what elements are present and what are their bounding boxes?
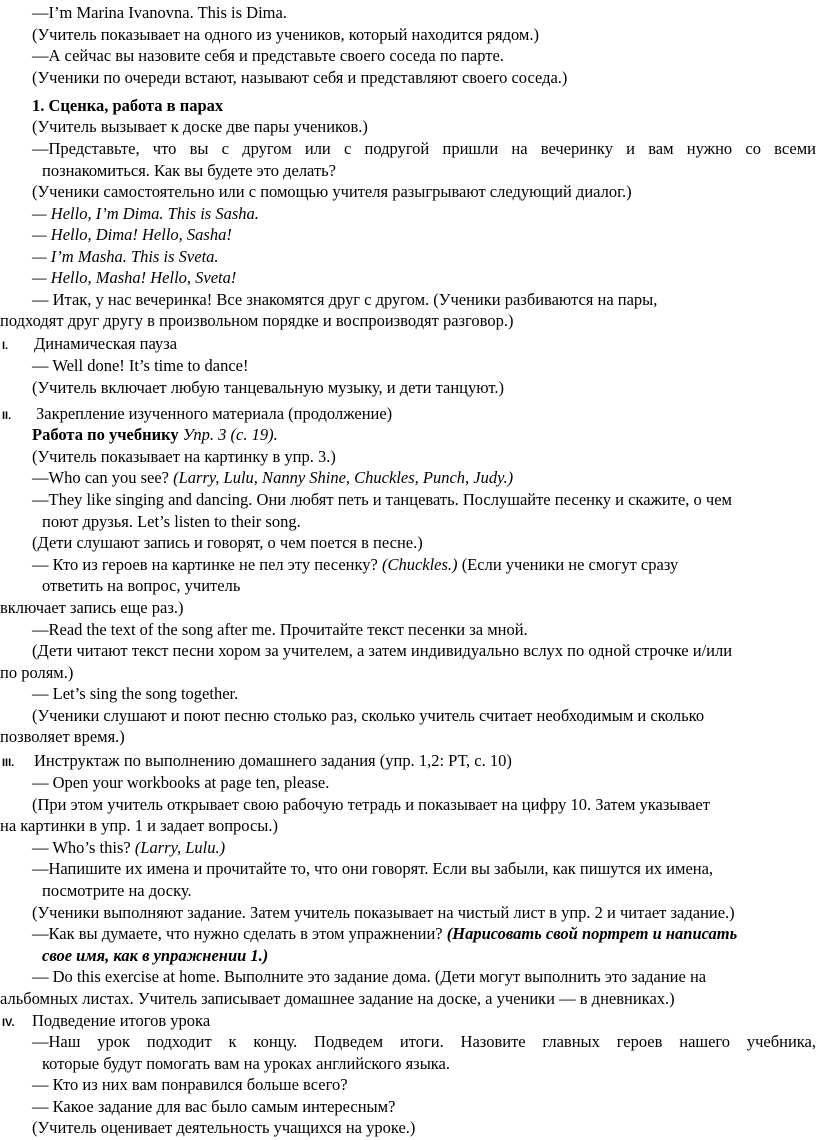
- text-line: — Итак, у нас вечеринка! Все знакомятся друг с другом. (Ученики разбиваются на пары,: [32, 290, 658, 309]
- section-heading: Инструктаж по выполнению домашнего задания (упр. 1,2: РТ, с. 10): [34, 751, 512, 770]
- text-line: по ролям.): [0, 663, 74, 682]
- section-heading: Динамическая пауза: [34, 334, 178, 353]
- text-line: (Учитель оценивает деятельность учащихся на уроке.): [32, 1118, 416, 1137]
- text-line: — Do this exercise at home. Выполните это задание дома. (Дети могут выполнить это задание на: [32, 967, 707, 986]
- text-line: которые будут помогать вам на уроках английского языка.: [42, 1054, 451, 1073]
- section-number: II.: [2, 410, 12, 422]
- text-line: включает запись еще раз.): [0, 598, 184, 617]
- text-line: — Well done! It’s time to dance!: [32, 356, 249, 375]
- text-line: (Дети читают текст песни хором за учителем, а затем индивидуально вслух по одной строчке и/или: [32, 641, 733, 660]
- text-line: (Ученики слушают и поют песню столько раз, сколько учитель считает необходимым и сколько: [32, 706, 705, 725]
- text-line: —Представьте, что вы с другом или с подругой пришли на вечеринку и вам нужно со всеми: [32, 139, 816, 158]
- text-line: (Дети слушают запись и говорят, о чем поется в песне.): [32, 533, 423, 552]
- text-span: (Если ученики не смогут сразу: [457, 555, 679, 574]
- text-line: — Let’s sing the song together.: [32, 684, 239, 703]
- text-line: (Учитель включает любую танцевальную музыку, и дети танцуют.): [32, 378, 504, 397]
- text-line: (Ученики самостоятельно или с помощью учителя разыгрывают следующий диалог.): [32, 182, 632, 201]
- text-line: [0, 554, 816, 575]
- text-line: поют друзья. Let’s listen to their song.: [42, 512, 301, 531]
- text-span: —Who can you see?: [32, 468, 174, 487]
- text-line: —Read the text of the song after me. Прочитайте текст песенки за мной.: [32, 620, 528, 639]
- section-heading: Подведение итогов урока: [32, 1011, 211, 1030]
- text-line: на картинки в упр. 1 и задает вопросы.): [0, 816, 278, 835]
- text-line: — Какое задание для вас было самым интересным?: [32, 1097, 396, 1116]
- text-line: подходят друг другу в произвольном порядке и воспроизводят разговор.): [0, 311, 514, 330]
- section-heading: Закрепление изученного материала (продолжение): [36, 404, 393, 423]
- text-span: — Кто из героев на картинке не пел эту песенку?: [32, 555, 382, 574]
- text-line: —Наш урок подходит к концу. Подведем итоги. Назовите главных героев нашего учебника,: [32, 1032, 816, 1051]
- text-line: познакомиться. Как вы будете это делать?: [42, 161, 337, 180]
- text-line: ответить на вопрос, учитель: [42, 576, 241, 595]
- section-number: III.: [2, 757, 15, 769]
- dialogue-line: — I’m Masha. This is Sveta.: [32, 247, 219, 266]
- text-span: — Who’s this?: [32, 838, 135, 857]
- text-line: (Ученики выполняют задание. Затем учитель показывает на чистый лист в упр. 2 и читает задание.): [32, 903, 735, 922]
- text-line: [0, 467, 816, 488]
- text-line: альбомных листах. Учитель записывает домашнее задание на доске, а ученики — в дневниках.): [0, 989, 675, 1008]
- text-line: — Кто из них вам понравился больше всего?: [32, 1075, 348, 1094]
- text-line: —Напишите их имена и прочитайте то, что они говорят. Если вы забыли, как пишутся их имена,: [32, 859, 714, 878]
- text-line: (Учитель показывает на одного из учеников, который находится рядом.): [32, 25, 539, 44]
- text-span: —Как вы думаете, что нужно сделать в этом упражнении?: [32, 924, 447, 943]
- answer-span: (Larry, Lulu.): [134, 838, 226, 857]
- text-line: —А сейчас вы назовите себя и представьте своего соседа по парте.: [32, 46, 504, 65]
- text-line: [0, 424, 816, 445]
- dialogue-line: — Hello, Masha! Hello, Sveta!: [32, 268, 237, 287]
- text-line: (Учитель вызывает к доске две пары учеников.): [32, 117, 368, 136]
- section-number: I.: [2, 340, 9, 352]
- answer-span: (Larry, Lulu, Nanny Shine, Chuckles, Punch, Judy.): [173, 468, 514, 487]
- text-line: (Учитель показывает на картинку в упр. 3.): [32, 447, 336, 466]
- text-line: посмотрите на доску.: [42, 881, 192, 900]
- section-heading: 1. Сценка, работа в парах: [32, 96, 224, 115]
- text-line: позволяет время.): [0, 727, 125, 746]
- textbook-label: Работа по учебнику: [32, 425, 179, 444]
- text-line: — Open your workbooks at page ten, please.: [32, 773, 330, 792]
- answer-span: (Нарисовать свой портрет и написать: [446, 924, 738, 943]
- section-number: IV.: [2, 1017, 15, 1029]
- dialogue-line: — Hello, I’m Dima. This is Sasha.: [32, 204, 259, 223]
- text-line: (Ученики по очереди встают, называют себя и представляют своего соседа.): [32, 68, 568, 87]
- text-line: (При этом учитель открывает свою рабочую тетрадь и показывает на цифру 10. Затем указывает: [32, 795, 710, 814]
- dialogue-line: — Hello, Dima! Hello, Sasha!: [32, 225, 232, 244]
- text-line: [0, 923, 816, 944]
- exercise-ref: Упр. 3 (с. 19).: [178, 425, 278, 444]
- text-line: [0, 837, 816, 858]
- answer-line: свое имя, как в упражнении 1.): [42, 946, 269, 965]
- text-line: —They like singing and dancing. Они любят петь и танцевать. Послушайте песенку и скажите, о чем: [32, 490, 732, 509]
- text-line: —I’m Marina Ivanovna. This is Dima.: [32, 3, 287, 22]
- answer-span: (Chuckles.): [381, 555, 458, 574]
